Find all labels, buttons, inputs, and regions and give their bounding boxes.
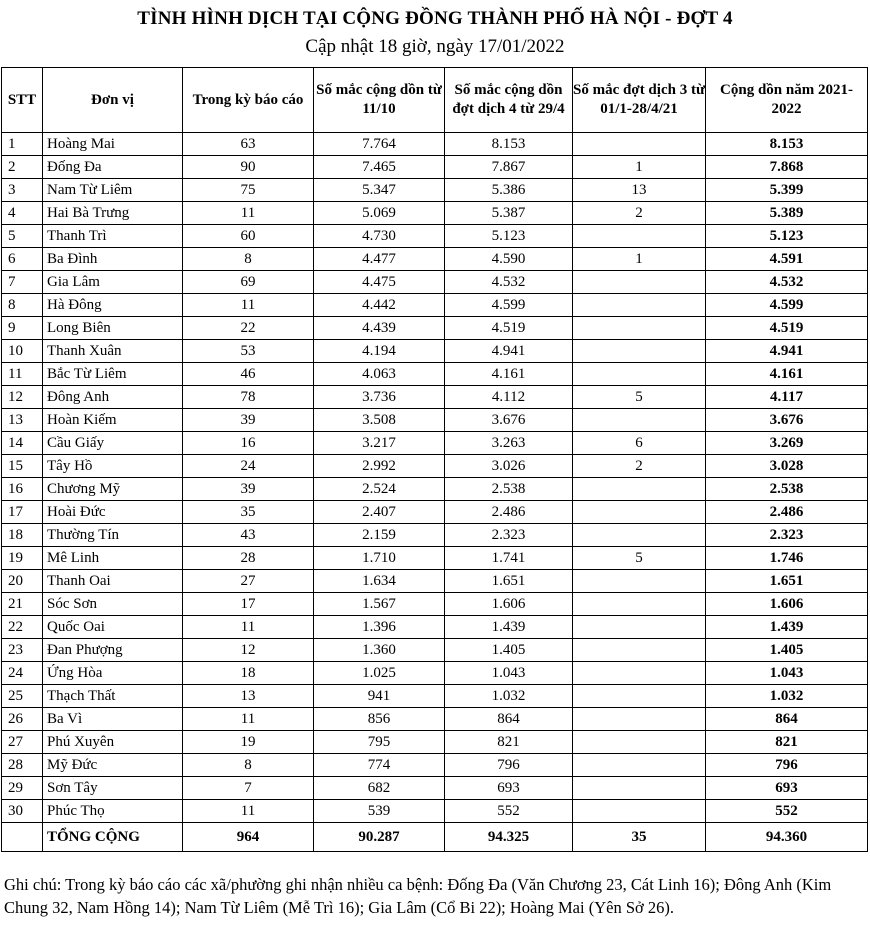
cell-total: 5.399	[706, 179, 868, 202]
cell-unit: Hoàn Kiếm	[43, 409, 183, 432]
table-row	[2, 432, 868, 455]
cell-total: 693	[706, 777, 868, 800]
cell-period: 7	[183, 777, 314, 800]
table-row	[2, 156, 868, 179]
cell-since-1110: 4.063	[314, 363, 445, 386]
header-stt: STT	[2, 68, 43, 133]
table-row	[2, 317, 868, 340]
table-body	[2, 133, 868, 823]
table-row	[2, 662, 868, 685]
cell-period: 16	[183, 432, 314, 455]
table-row	[2, 708, 868, 731]
table-row	[2, 202, 868, 225]
cell-since-1110: 7.764	[314, 133, 445, 156]
cell-wave4: 1.741	[445, 547, 573, 570]
header-period: Trong kỳ báo cáo	[183, 68, 314, 133]
total-period: 964	[183, 823, 314, 852]
cell-unit: Hoàng Mai	[43, 133, 183, 156]
cell-wave4: 1.606	[445, 593, 573, 616]
cell-total: 2.538	[706, 478, 868, 501]
cell-since-1110: 1.710	[314, 547, 445, 570]
cell-wave4: 2.486	[445, 501, 573, 524]
cell-period: 60	[183, 225, 314, 248]
cell-wave4: 4.161	[445, 363, 573, 386]
table-row	[2, 271, 868, 294]
cell-since-1110: 4.442	[314, 294, 445, 317]
cell-unit: Sơn Tây	[43, 777, 183, 800]
cell-since-1110: 1.634	[314, 570, 445, 593]
cell-unit: Hai Bà Trưng	[43, 202, 183, 225]
cell-total: 1.651	[706, 570, 868, 593]
cell-unit: Chương Mỹ	[43, 478, 183, 501]
cell-total: 1.606	[706, 593, 868, 616]
cell-wave4: 4.112	[445, 386, 573, 409]
footnote: Ghi chú: Trong kỳ báo cáo các xã/phường ghi nhận nhiều ca bệnh: Đống Đa (Văn Chương 23, Cát Linh 16); Đông Anh (Kim Chung 32, Nam Hồng 14); Nam Từ Liêm (Mễ Trì 16); Gia Lâm (Cổ Bi 22); Hoàng Mai (Yên Sở 26).	[4, 875, 832, 917]
cell-since-1110: 7.465	[314, 156, 445, 179]
cell-total: 4.591	[706, 248, 868, 271]
cell-period: 18	[183, 662, 314, 685]
cell-period: 8	[183, 754, 314, 777]
cell-total: 4.519	[706, 317, 868, 340]
cell-stt: 10	[2, 340, 43, 363]
cell-total: 4.161	[706, 363, 868, 386]
cell-total: 3.028	[706, 455, 868, 478]
cell-unit: Thanh Oai	[43, 570, 183, 593]
cell-total: 4.941	[706, 340, 868, 363]
cell-wave4: 2.538	[445, 478, 573, 501]
total-wave3: 35	[573, 823, 706, 852]
cell-wave3	[573, 133, 706, 156]
cell-total: 1.043	[706, 662, 868, 685]
table-row	[2, 616, 868, 639]
cell-wave4: 1.439	[445, 616, 573, 639]
total-label: TỔNG CỘNG	[43, 823, 183, 852]
table-row	[2, 340, 868, 363]
cell-total: 1.032	[706, 685, 868, 708]
cell-unit: Phúc Thọ	[43, 800, 183, 823]
cell-stt: 11	[2, 363, 43, 386]
cell-stt: 14	[2, 432, 43, 455]
cell-wave4: 552	[445, 800, 573, 823]
cell-since-1110: 5.347	[314, 179, 445, 202]
cell-since-1110: 2.159	[314, 524, 445, 547]
table-row	[2, 800, 868, 823]
cell-period: 78	[183, 386, 314, 409]
cell-wave4: 4.590	[445, 248, 573, 271]
cell-unit: Thạch Thất	[43, 685, 183, 708]
cell-since-1110: 795	[314, 731, 445, 754]
table-row	[2, 478, 868, 501]
cell-stt: 1	[2, 133, 43, 156]
cell-wave3	[573, 271, 706, 294]
cell-unit: Long Biên	[43, 317, 183, 340]
cell-period: 17	[183, 593, 314, 616]
cell-unit: Thanh Xuân	[43, 340, 183, 363]
table-row	[2, 570, 868, 593]
cell-wave3	[573, 317, 706, 340]
cell-since-1110: 539	[314, 800, 445, 823]
total-wave4: 94.325	[445, 823, 573, 852]
table-row	[2, 524, 868, 547]
cell-wave3	[573, 340, 706, 363]
cell-wave3	[573, 363, 706, 386]
cell-wave3	[573, 478, 706, 501]
cell-total: 8.153	[706, 133, 868, 156]
cell-period: 75	[183, 179, 314, 202]
cell-stt: 2	[2, 156, 43, 179]
cell-since-1110: 4.439	[314, 317, 445, 340]
cell-total: 7.868	[706, 156, 868, 179]
cell-stt: 22	[2, 616, 43, 639]
page-title: TÌNH HÌNH DỊCH TẠI CỘNG ĐỒNG THÀNH PHỐ HÀ NỘI - ĐỢT 4	[137, 8, 733, 29]
cell-stt: 27	[2, 731, 43, 754]
cell-unit: Cầu Giấy	[43, 432, 183, 455]
cell-stt: 20	[2, 570, 43, 593]
cell-period: 13	[183, 685, 314, 708]
cell-period: 39	[183, 478, 314, 501]
cell-since-1110: 682	[314, 777, 445, 800]
cell-unit: Ba Vì	[43, 708, 183, 731]
cell-stt: 24	[2, 662, 43, 685]
cell-stt: 7	[2, 271, 43, 294]
cell-wave4: 8.153	[445, 133, 573, 156]
table-row	[2, 455, 868, 478]
cell-total: 4.117	[706, 386, 868, 409]
cell-wave3	[573, 570, 706, 593]
cell-unit: Sóc Sơn	[43, 593, 183, 616]
cell-wave4: 5.123	[445, 225, 573, 248]
cell-since-1110: 856	[314, 708, 445, 731]
cell-stt: 23	[2, 639, 43, 662]
cell-period: 43	[183, 524, 314, 547]
table-row	[2, 593, 868, 616]
cell-since-1110: 2.524	[314, 478, 445, 501]
cell-unit: Ba Đình	[43, 248, 183, 271]
header-wave4: Số mắc cộng dồn đợt dịch 4 từ 29/4	[445, 68, 573, 133]
table-header-row	[2, 68, 868, 133]
cell-wave4: 1.043	[445, 662, 573, 685]
cell-stt: 15	[2, 455, 43, 478]
cell-wave3: 1	[573, 248, 706, 271]
cell-total: 2.486	[706, 501, 868, 524]
table-row	[2, 363, 868, 386]
cell-since-1110: 941	[314, 685, 445, 708]
cell-period: 11	[183, 294, 314, 317]
cell-stt: 5	[2, 225, 43, 248]
cell-wave3: 2	[573, 202, 706, 225]
cell-wave3: 13	[573, 179, 706, 202]
total-since-1110: 90.287	[314, 823, 445, 852]
cell-wave3	[573, 225, 706, 248]
cell-total: 1.439	[706, 616, 868, 639]
cell-wave3	[573, 409, 706, 432]
cell-since-1110: 4.475	[314, 271, 445, 294]
table-row	[2, 685, 868, 708]
cell-unit: Hà Đông	[43, 294, 183, 317]
cell-period: 69	[183, 271, 314, 294]
cell-stt: 18	[2, 524, 43, 547]
cell-total: 552	[706, 800, 868, 823]
cell-period: 22	[183, 317, 314, 340]
cell-since-1110: 774	[314, 754, 445, 777]
cell-wave4: 5.387	[445, 202, 573, 225]
page-subtitle: Cập nhật 18 giờ, ngày 17/01/2022	[305, 36, 565, 57]
header-wave3: Số mắc đợt dịch 3 từ 01/1-28/4/21	[573, 68, 706, 133]
cell-total: 4.599	[706, 294, 868, 317]
cell-stt: 26	[2, 708, 43, 731]
cell-total: 5.123	[706, 225, 868, 248]
cell-stt: 4	[2, 202, 43, 225]
cell-stt: 16	[2, 478, 43, 501]
cell-wave4: 4.519	[445, 317, 573, 340]
cell-period: 24	[183, 455, 314, 478]
table-row	[2, 179, 868, 202]
cell-unit: Mỹ Đức	[43, 754, 183, 777]
cell-unit: Quốc Oai	[43, 616, 183, 639]
cell-total: 1.405	[706, 639, 868, 662]
table-row	[2, 731, 868, 754]
cell-unit: Thanh Trì	[43, 225, 183, 248]
cell-wave3	[573, 501, 706, 524]
total-row	[2, 823, 868, 852]
table-row	[2, 777, 868, 800]
cell-unit: Tây Hồ	[43, 455, 183, 478]
cell-wave4: 4.532	[445, 271, 573, 294]
cell-wave4: 821	[445, 731, 573, 754]
table-row	[2, 409, 868, 432]
cell-period: 8	[183, 248, 314, 271]
cell-wave3	[573, 708, 706, 731]
table-row	[2, 225, 868, 248]
cell-total: 4.532	[706, 271, 868, 294]
cell-stt: 12	[2, 386, 43, 409]
header-since-1110: Số mắc cộng dồn từ 11/10	[314, 68, 445, 133]
total-stt	[2, 823, 43, 852]
cell-since-1110: 1.396	[314, 616, 445, 639]
cell-total: 3.269	[706, 432, 868, 455]
total-all: 94.360	[706, 823, 868, 852]
table-row	[2, 754, 868, 777]
cell-period: 11	[183, 202, 314, 225]
cell-wave4: 693	[445, 777, 573, 800]
cell-wave4: 3.026	[445, 455, 573, 478]
cell-wave4: 1.405	[445, 639, 573, 662]
cell-period: 90	[183, 156, 314, 179]
table-row	[2, 386, 868, 409]
table-row	[2, 547, 868, 570]
cell-wave3: 2	[573, 455, 706, 478]
cell-period: 11	[183, 800, 314, 823]
header-total: Cộng dồn năm 2021-2022	[706, 68, 868, 133]
cell-period: 35	[183, 501, 314, 524]
cell-period: 53	[183, 340, 314, 363]
cell-period: 12	[183, 639, 314, 662]
header-unit: Đơn vị	[43, 68, 183, 133]
cell-wave3	[573, 616, 706, 639]
cell-total: 821	[706, 731, 868, 754]
cell-unit: Đống Đa	[43, 156, 183, 179]
cell-wave3: 5	[573, 386, 706, 409]
cell-stt: 19	[2, 547, 43, 570]
table-row	[2, 248, 868, 271]
cell-wave3	[573, 593, 706, 616]
cell-since-1110: 1.567	[314, 593, 445, 616]
cell-wave3	[573, 524, 706, 547]
cell-stt: 25	[2, 685, 43, 708]
cell-total: 2.323	[706, 524, 868, 547]
cell-period: 46	[183, 363, 314, 386]
cell-wave3	[573, 662, 706, 685]
cell-stt: 29	[2, 777, 43, 800]
cell-unit: Mê Linh	[43, 547, 183, 570]
cell-since-1110: 2.992	[314, 455, 445, 478]
cell-period: 63	[183, 133, 314, 156]
cell-wave4: 864	[445, 708, 573, 731]
cell-unit: Thường Tín	[43, 524, 183, 547]
cell-wave3	[573, 685, 706, 708]
cell-since-1110: 3.736	[314, 386, 445, 409]
cell-since-1110: 3.508	[314, 409, 445, 432]
cell-stt: 21	[2, 593, 43, 616]
cell-stt: 30	[2, 800, 43, 823]
table-row	[2, 501, 868, 524]
cell-wave4: 7.867	[445, 156, 573, 179]
cell-stt: 17	[2, 501, 43, 524]
cell-wave3: 6	[573, 432, 706, 455]
cell-wave4: 1.032	[445, 685, 573, 708]
cell-total: 864	[706, 708, 868, 731]
cell-wave3	[573, 731, 706, 754]
cell-unit: Đan Phượng	[43, 639, 183, 662]
cell-unit: Phú Xuyên	[43, 731, 183, 754]
cell-wave4: 5.386	[445, 179, 573, 202]
cell-wave3	[573, 800, 706, 823]
cell-since-1110: 1.025	[314, 662, 445, 685]
cell-wave4: 796	[445, 754, 573, 777]
cell-since-1110: 4.194	[314, 340, 445, 363]
cell-unit: Gia Lâm	[43, 271, 183, 294]
cell-wave3: 5	[573, 547, 706, 570]
cell-wave3: 1	[573, 156, 706, 179]
table-row	[2, 294, 868, 317]
cell-wave4: 1.651	[445, 570, 573, 593]
cell-wave3	[573, 777, 706, 800]
cell-unit: Ứng Hòa	[43, 662, 183, 685]
cell-wave4: 3.676	[445, 409, 573, 432]
cell-since-1110: 1.360	[314, 639, 445, 662]
cell-total: 1.746	[706, 547, 868, 570]
cell-wave4: 4.941	[445, 340, 573, 363]
cell-stt: 3	[2, 179, 43, 202]
cell-wave4: 3.263	[445, 432, 573, 455]
cell-period: 28	[183, 547, 314, 570]
cases-table	[1, 67, 868, 852]
cell-wave3	[573, 639, 706, 662]
cell-stt: 13	[2, 409, 43, 432]
cell-total: 3.676	[706, 409, 868, 432]
cell-unit: Bắc Từ Liêm	[43, 363, 183, 386]
cell-since-1110: 3.217	[314, 432, 445, 455]
cell-wave3	[573, 294, 706, 317]
cell-since-1110: 5.069	[314, 202, 445, 225]
cell-wave4: 4.599	[445, 294, 573, 317]
cell-period: 39	[183, 409, 314, 432]
cell-period: 19	[183, 731, 314, 754]
cell-period: 11	[183, 708, 314, 731]
cell-since-1110: 2.407	[314, 501, 445, 524]
cell-wave3	[573, 754, 706, 777]
cell-total: 5.389	[706, 202, 868, 225]
cell-period: 11	[183, 616, 314, 639]
cell-unit: Đông Anh	[43, 386, 183, 409]
cell-stt: 8	[2, 294, 43, 317]
cell-unit: Hoài Đức	[43, 501, 183, 524]
cell-since-1110: 4.730	[314, 225, 445, 248]
cell-stt: 28	[2, 754, 43, 777]
table-row	[2, 639, 868, 662]
cell-period: 27	[183, 570, 314, 593]
cell-stt: 6	[2, 248, 43, 271]
cell-unit: Nam Từ Liêm	[43, 179, 183, 202]
table-row	[2, 133, 868, 156]
cell-stt: 9	[2, 317, 43, 340]
cell-wave4: 2.323	[445, 524, 573, 547]
cell-total: 796	[706, 754, 868, 777]
cell-since-1110: 4.477	[314, 248, 445, 271]
